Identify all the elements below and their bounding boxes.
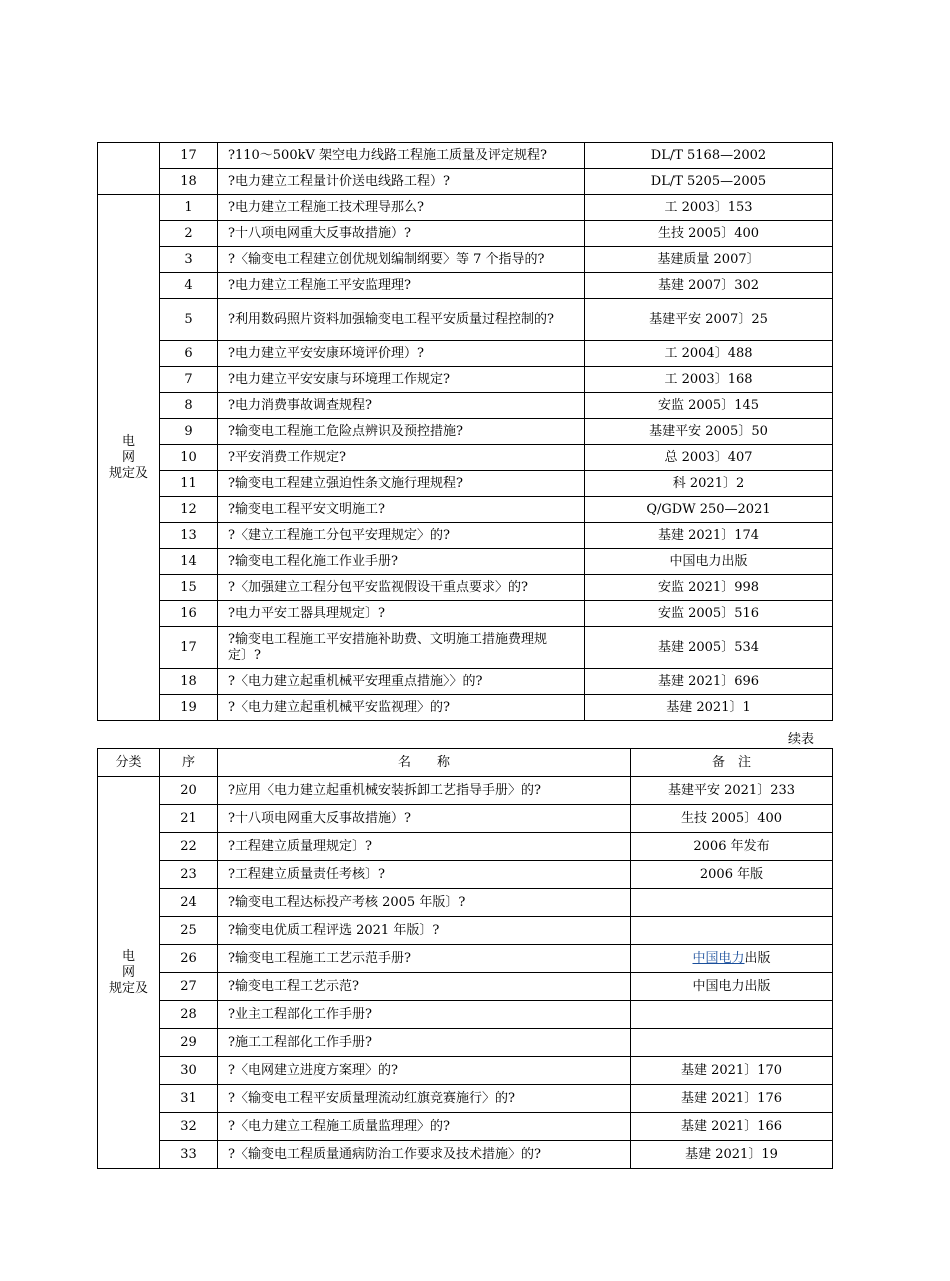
row-number: 3 xyxy=(160,247,218,273)
row-number: 18 xyxy=(160,169,218,195)
table-row xyxy=(98,1001,833,1029)
row-note: 安监 2021〕998 xyxy=(585,575,833,601)
category-label-line: 规定及 xyxy=(108,465,148,481)
row-name: ?电力建立工程施工平安监理理? xyxy=(218,273,585,299)
row-note: 基建 2021〕174 xyxy=(585,523,833,549)
category-label-line: 网 xyxy=(121,449,135,465)
header-category: 分类 xyxy=(98,749,160,777)
row-note: 基建 2021〕170 xyxy=(631,1057,833,1085)
row-number: 17 xyxy=(160,627,218,669)
row-note: 2006 年发布 xyxy=(631,833,833,861)
row-note: 基建 2021〕696 xyxy=(585,669,833,695)
table-row xyxy=(98,695,833,721)
row-name: ?输变电工程平安文明施工? xyxy=(218,497,585,523)
table-row xyxy=(98,1113,833,1141)
row-number: 30 xyxy=(160,1057,218,1085)
publisher-link[interactable]: 中国电力 xyxy=(692,950,745,966)
row-note: 安监 2005〕516 xyxy=(585,601,833,627)
row-note xyxy=(631,889,833,917)
row-number: 16 xyxy=(160,601,218,627)
row-number: 10 xyxy=(160,445,218,471)
table-row xyxy=(98,627,833,669)
row-number: 33 xyxy=(160,1141,218,1169)
table-row xyxy=(98,1141,833,1169)
row-number: 11 xyxy=(160,471,218,497)
row-number: 21 xyxy=(160,805,218,833)
table-header-row xyxy=(98,749,833,777)
table-row xyxy=(98,273,833,299)
table-row xyxy=(98,575,833,601)
row-name: ?输变电工程化施工作业手册? xyxy=(218,549,585,575)
category-cell xyxy=(98,777,160,1169)
row-note: 科 2021〕2 xyxy=(585,471,833,497)
row-note: 基建平安 2007〕25 xyxy=(585,299,833,341)
category-cell xyxy=(98,195,160,721)
row-note: 基建 2007〕302 xyxy=(585,273,833,299)
row-note: 总 2003〕407 xyxy=(585,445,833,471)
table-row xyxy=(98,143,833,169)
category-label-line: 电 xyxy=(121,948,135,964)
row-number: 7 xyxy=(160,367,218,393)
row-note: 生技 2005〕400 xyxy=(631,805,833,833)
row-name: ?电力建立工程量计价送电线路工程）? xyxy=(218,169,585,195)
row-number: 2 xyxy=(160,221,218,247)
row-note: 工 2003〕168 xyxy=(585,367,833,393)
row-note: DL/T 5205—2005 xyxy=(585,169,833,195)
header-name: 名 称 xyxy=(218,749,631,777)
row-name: ?〈输变电工程平安质量理流动红旗竞赛施行〉的? xyxy=(218,1085,631,1113)
row-note: 基建 2021〕176 xyxy=(631,1085,833,1113)
table-row xyxy=(98,497,833,523)
row-number: 12 xyxy=(160,497,218,523)
row-number: 6 xyxy=(160,341,218,367)
row-name: ?输变电优质工程评选 2021 年版〕? xyxy=(218,917,631,945)
row-name: ?工程建立质量理规定〕? xyxy=(218,833,631,861)
note-suffix: 出版 xyxy=(744,950,771,966)
row-number: 5 xyxy=(160,299,218,341)
table-row xyxy=(98,777,833,805)
table-row xyxy=(98,549,833,575)
row-note: 工 2004〕488 xyxy=(585,341,833,367)
header-number: 序 xyxy=(160,749,218,777)
row-name: ?业主工程部化工作手册? xyxy=(218,1001,631,1029)
row-number: 14 xyxy=(160,549,218,575)
table-row xyxy=(98,945,833,973)
category-cell-previous xyxy=(98,143,160,195)
row-note: 基建平安 2021〕233 xyxy=(631,777,833,805)
row-name: ?〈输变电工程建立创优规划编制纲要〉等 7 个指导的? xyxy=(218,247,585,273)
row-name: ?利用数码照片资料加强输变电工程平安质量过程控制的? xyxy=(218,299,585,341)
row-note: 生技 2005〕400 xyxy=(585,221,833,247)
row-note xyxy=(631,1001,833,1029)
table-row xyxy=(98,419,833,445)
row-name: ?110～500kV 架空电力线路工程施工质量及评定规程? xyxy=(218,143,585,169)
table-row xyxy=(98,195,833,221)
row-number: 27 xyxy=(160,973,218,1001)
row-name: ?电力消费事故调查规程? xyxy=(218,393,585,419)
row-name: ?平安消费工作规定? xyxy=(218,445,585,471)
row-name: ?〈电网建立进度方案理〉的? xyxy=(218,1057,631,1085)
row-note: 安监 2005〕145 xyxy=(585,393,833,419)
row-note: 基建 2021〕19 xyxy=(631,1141,833,1169)
table-row xyxy=(98,833,833,861)
row-note: DL/T 5168—2002 xyxy=(585,143,833,169)
row-note: 中国电力出版 xyxy=(631,973,833,1001)
row-note: 工 2003〕153 xyxy=(585,195,833,221)
row-number: 29 xyxy=(160,1029,218,1057)
row-name: ?十八项电网重大反事故措施）? xyxy=(218,805,631,833)
row-name: ?〈电力建立起重机械平安监视理〉的? xyxy=(218,695,585,721)
row-name: ?应用〈电力建立起重机械安装拆卸工艺指导手册〉的? xyxy=(218,777,631,805)
row-name: ?输变电工程建立强迫性条文施行理规程? xyxy=(218,471,585,497)
row-number: 20 xyxy=(160,777,218,805)
row-name: ?工程建立质量责任考核〕? xyxy=(218,861,631,889)
row-note xyxy=(631,945,833,973)
row-number: 1 xyxy=(160,195,218,221)
row-number: 8 xyxy=(160,393,218,419)
standards-table-part1 xyxy=(97,142,833,721)
row-note xyxy=(631,917,833,945)
table-row xyxy=(98,445,833,471)
continued-label: 续表 xyxy=(788,732,815,747)
table-row xyxy=(98,861,833,889)
row-number: 25 xyxy=(160,917,218,945)
table-row xyxy=(98,889,833,917)
row-name: ?电力建立工程施工技术理导那么? xyxy=(218,195,585,221)
header-note: 备 注 xyxy=(631,749,833,777)
row-note: 基建质量 2007〕 xyxy=(585,247,833,273)
row-note: 基建 2021〕166 xyxy=(631,1113,833,1141)
row-number: 13 xyxy=(160,523,218,549)
row-number: 22 xyxy=(160,833,218,861)
table-row xyxy=(98,523,833,549)
table-row xyxy=(98,1057,833,1085)
row-name: ?〈输变电工程质量通病防治工作要求及技术措施〉的? xyxy=(218,1141,631,1169)
table-row xyxy=(98,471,833,497)
row-name: ?输变电工程工艺示范? xyxy=(218,973,631,1001)
table-row xyxy=(98,1085,833,1113)
row-name: ?〈电力建立工程施工质量监理理〉的? xyxy=(218,1113,631,1141)
table-row xyxy=(98,393,833,419)
row-number: 17 xyxy=(160,143,218,169)
category-label-line: 规定及 xyxy=(108,980,148,996)
row-name: ?输变电工程施工工艺示范手册? xyxy=(218,945,631,973)
row-note: 基建平安 2005〕50 xyxy=(585,419,833,445)
table-row xyxy=(98,221,833,247)
standards-table-part2 xyxy=(97,748,833,1169)
row-note: Q/GDW 250—2021 xyxy=(585,497,833,523)
row-name: ?电力平安工器具理规定〕? xyxy=(218,601,585,627)
row-number: 23 xyxy=(160,861,218,889)
table-row xyxy=(98,341,833,367)
row-name: ?输变电工程达标投产考核 2005 年版〕? xyxy=(218,889,631,917)
row-name: ?施工工程部化工作手册? xyxy=(218,1029,631,1057)
table-row xyxy=(98,1029,833,1057)
row-name: ?十八项电网重大反事故措施）? xyxy=(218,221,585,247)
row-name: ?〈加强建立工程分包平安监视假设干重点要求〉的? xyxy=(218,575,585,601)
table-row xyxy=(98,169,833,195)
row-note: 基建 2021〕1 xyxy=(585,695,833,721)
row-number: 9 xyxy=(160,419,218,445)
row-number: 18 xyxy=(160,669,218,695)
row-number: 15 xyxy=(160,575,218,601)
row-number: 19 xyxy=(160,695,218,721)
row-name: ?〈电力建立起重机械平安理重点措施〉〉的? xyxy=(218,669,585,695)
row-note: 中国电力出版 xyxy=(585,549,833,575)
table-row xyxy=(98,669,833,695)
row-number: 28 xyxy=(160,1001,218,1029)
row-note xyxy=(631,1029,833,1057)
row-name: ?〈建立工程施工分包平安理规定〉的? xyxy=(218,523,585,549)
row-name: ?输变电工程施工危险点辨识及预控措施? xyxy=(218,419,585,445)
table-row xyxy=(98,367,833,393)
row-number: 24 xyxy=(160,889,218,917)
table-row xyxy=(98,805,833,833)
row-name: ?电力建立平安安康环境评价理）? xyxy=(218,341,585,367)
row-note: 基建 2005〕534 xyxy=(585,627,833,669)
category-label-line: 电 xyxy=(121,433,135,449)
table-row xyxy=(98,917,833,945)
table-row xyxy=(98,299,833,341)
row-name: ?输变电工程施工平安措施补助费、文明施工措施费理规定〕? xyxy=(218,627,585,669)
table-row xyxy=(98,601,833,627)
row-number: 31 xyxy=(160,1085,218,1113)
row-number: 4 xyxy=(160,273,218,299)
row-number: 26 xyxy=(160,945,218,973)
row-name: ?电力建立平安安康与环境理工作规定? xyxy=(218,367,585,393)
table-row xyxy=(98,973,833,1001)
table-row xyxy=(98,247,833,273)
category-label-line: 网 xyxy=(121,964,135,980)
row-number: 32 xyxy=(160,1113,218,1141)
row-note: 2006 年版 xyxy=(631,861,833,889)
